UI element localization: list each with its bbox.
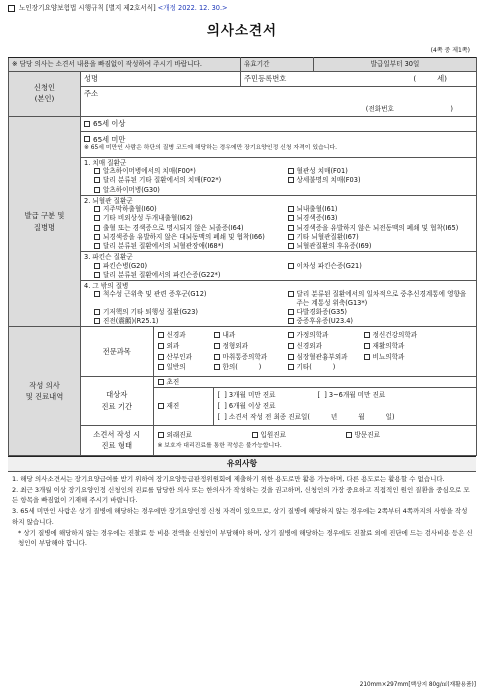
guide-item: 1. 해당 의사소견서는 장기요양급여를 받기 위하여 장기요양등급판정위원회에 제출하기 위한 용도로만 활용 가능하며, 다른 용도로는 활용할 수 없습니다. [12, 474, 445, 483]
disease-option[interactable] [94, 186, 280, 194]
disease-option[interactable] [94, 308, 280, 316]
law-reference [8, 3, 476, 13]
guide-section [8, 472, 476, 549]
checkbox[interactable] [214, 332, 220, 338]
checkbox[interactable] [214, 343, 220, 349]
disease-label: 달리 분류된 질환에서의 일차적으로 중추신경계통에 영향을 주는 계통성 위축(G13*) [296, 290, 467, 307]
disease-label: 알츠하이머병(G30) [103, 185, 160, 194]
checkbox[interactable] [94, 225, 100, 231]
specialty-text: 신경외과 [296, 341, 322, 350]
disease-option[interactable] [94, 233, 280, 241]
address-label: 주소 [84, 89, 99, 98]
checkbox[interactable] [94, 177, 100, 183]
checkbox[interactable] [288, 343, 294, 349]
form-option[interactable] [252, 431, 346, 439]
specialty-option[interactable] [288, 353, 364, 361]
disease-option[interactable] [288, 167, 474, 175]
checkbox[interactable] [94, 243, 100, 249]
disease-label: 척수성 근위축 및 관련 증후군(G12) [103, 290, 207, 299]
specialty-text: 산부인과 [166, 352, 192, 361]
disease-option[interactable] [288, 308, 474, 316]
checkbox[interactable] [94, 234, 100, 240]
period-option[interactable]: [ ] 3~6개월 미만 진료 [317, 391, 386, 400]
form-options [153, 425, 476, 455]
specialty-text: 재활의학과 [372, 341, 405, 350]
checkbox[interactable] [288, 291, 294, 297]
group-heading: 4. 그 밖의 질병 [84, 282, 129, 291]
group-heading: 3. 파킨슨 질환군 [84, 253, 133, 262]
checkbox[interactable] [252, 432, 258, 438]
square-icon [8, 5, 15, 12]
checkbox[interactable] [94, 206, 100, 212]
form-note: ※ 보호자 대리진료를 통한 작성은 불가능합니다. [157, 442, 282, 449]
checkbox[interactable] [288, 354, 294, 360]
specialty-text: 가정의학과 [296, 331, 329, 340]
checkbox[interactable] [158, 354, 164, 360]
disease-option[interactable] [288, 176, 474, 184]
specialty-option[interactable] [158, 363, 214, 371]
group-heading: 2. 뇌혈관 질환군 [84, 196, 133, 205]
disease-label: 기타 비외상성 두개내출혈(I62) [103, 214, 193, 223]
disease-label: 출혈 또는 경색증으로 명시되지 않은 뇌졸증(I64) [103, 223, 244, 232]
group-dementia [84, 159, 473, 194]
checkbox[interactable] [94, 309, 100, 315]
rrn-label: 주민등록번호 [244, 74, 287, 84]
instruction-text: ※ 담당 의사는 소견서 내용을 빠짐없이 작성하여 주시기 바랍니다. [12, 60, 202, 69]
group-cerebrovascular [84, 197, 473, 250]
checkbox[interactable] [288, 225, 294, 231]
specialty-option[interactable] [214, 363, 288, 371]
law-reference-text: 노인장기요양보험법 시행규칙 [별지 제2호서식] [19, 3, 156, 12]
disease-option[interactable] [288, 233, 474, 241]
checkbox[interactable] [288, 364, 294, 370]
checkbox[interactable] [364, 343, 370, 349]
specialty-option[interactable] [288, 342, 364, 350]
diagnosis-label: 발급 구분 및 질병명 [9, 117, 81, 327]
checkbox[interactable] [158, 343, 164, 349]
applicant-label: 신청인 (본인) [9, 72, 81, 117]
main-form-table [8, 57, 477, 456]
checkbox-revisit[interactable] [158, 403, 164, 409]
specialty-options [153, 327, 476, 376]
disease-option[interactable] [94, 224, 280, 232]
checkbox[interactable] [288, 234, 294, 240]
disease-label: 진전(震顫)(R25.1) [103, 316, 159, 325]
age-suffix: ( 세) [413, 74, 447, 84]
specialty-text: 신경과 [166, 331, 186, 340]
disease-option[interactable] [94, 290, 280, 306]
age-65-under-label: 65세 미만 [93, 134, 126, 144]
checkbox[interactable] [288, 332, 294, 338]
disease-label: 뇌혈관질환의 후유증(I69) [296, 242, 372, 251]
checkbox[interactable] [288, 318, 294, 324]
doctor-content [81, 327, 477, 456]
disease-option[interactable] [288, 224, 474, 232]
disease-option[interactable] [288, 242, 474, 250]
age-65-over-label: 65세 이상 [93, 119, 126, 128]
specialty-option[interactable] [214, 331, 288, 339]
disease-label: 뇌경색증을 유발하지 않은 뇌전동맥의 폐쇄 및 협착(I65) [296, 223, 459, 232]
disease-option[interactable] [288, 205, 474, 213]
disease-option[interactable] [288, 290, 474, 306]
group-heading: 1. 치매 질환군 [84, 159, 127, 167]
rrn-field[interactable] [241, 72, 477, 87]
checkbox-age-65-under[interactable] [84, 136, 90, 142]
checkbox[interactable] [158, 364, 164, 370]
disease-option[interactable] [94, 242, 280, 250]
specialty-option[interactable] [288, 331, 364, 339]
checkbox[interactable] [364, 332, 370, 338]
validity-label: 유효기간 [241, 58, 314, 72]
specialty-text: 내과 [222, 331, 236, 340]
specialty-option[interactable] [158, 331, 214, 339]
page-count: (4쪽 중 제1쪽) [430, 47, 470, 54]
specialty-text: 기타( ) [296, 363, 336, 372]
instruction-cell [9, 58, 241, 72]
guide-title: 유의사항 [8, 456, 476, 472]
disease-option[interactable] [288, 214, 474, 222]
specialty-option[interactable] [288, 363, 364, 371]
checkbox-age-65-over[interactable] [84, 121, 90, 127]
specialty-text: 정형외과 [222, 341, 248, 350]
disease-label: 혈관성 치매(F01) [296, 167, 348, 176]
specialty-option[interactable] [364, 353, 473, 361]
checkbox[interactable] [288, 206, 294, 212]
last-visit-date[interactable]: [ ] 소견서 작성 전 최종 진료일( 년 월 일) [217, 413, 395, 422]
disease-label: 달리 분류된 질환에서의 뇌혈관장애(I68*) [103, 242, 224, 251]
age-65-under-option[interactable] [84, 133, 473, 145]
checkbox[interactable] [364, 354, 370, 360]
revision-date: <개정 2022. 12. 30.> [157, 3, 228, 12]
specialty-label: 전문과목 [81, 327, 153, 376]
disease-option[interactable] [94, 205, 280, 213]
disease-label: 상세불명의 치매(F03) [296, 176, 361, 185]
address-field[interactable] [81, 87, 477, 117]
disease-option[interactable] [94, 262, 280, 270]
checkbox[interactable] [94, 187, 100, 193]
specialty-text: 한의( ) [222, 363, 262, 372]
disease-label: 달리 분류된 질환에서의 파킨슨증(G22*) [103, 270, 221, 279]
period-option[interactable]: [ ] 6개월 이상 진료 [217, 402, 276, 411]
disease-option[interactable] [94, 214, 280, 222]
guide-item: 2. 최근 3개월 이상 장기요양인정 신청인의 진료를 담당한 의사 또는 한의사가 작성하는 것을 권고하며, 신청인의 가장 중요하고 직접적인 원인 질환을 중심으로 모든 항목을 빠짐없이 기재해 주시기 바랍니다. [12, 485, 470, 505]
first-visit-label: 초진 [166, 377, 180, 386]
disease-label: 달리 분류된 기타 질환에서의 치매(F02*) [103, 176, 222, 185]
disease-option[interactable] [94, 167, 280, 175]
form-option[interactable] [158, 431, 252, 439]
specialty-option[interactable] [364, 342, 473, 350]
checkbox[interactable] [94, 263, 100, 269]
checkbox[interactable] [94, 168, 100, 174]
checkbox[interactable] [288, 177, 294, 183]
specialty-text: 심장혈관흉부외과 [296, 352, 348, 361]
specialty-option[interactable] [214, 342, 288, 350]
form-label: 소견서 작성 시 진료 형태 [81, 425, 153, 455]
phone-label: (전화번호 ) [365, 105, 453, 114]
name-field[interactable] [81, 72, 241, 87]
disease-label: 알츠하이머병에서의 치매(F00*) [103, 167, 196, 176]
checkbox[interactable] [158, 332, 164, 338]
checkbox[interactable] [288, 243, 294, 249]
disease-option[interactable] [94, 176, 280, 184]
disease-option[interactable] [94, 317, 280, 325]
form-option[interactable] [346, 431, 380, 439]
group-other [84, 282, 473, 326]
checkbox[interactable] [94, 291, 100, 297]
specialty-option[interactable] [364, 331, 473, 339]
paper-spec: 210mm×297mm[백상지 80g/㎡(재활용품)] [359, 681, 476, 688]
specialty-option[interactable] [158, 353, 214, 361]
specialty-text: 정신건강의학과 [372, 331, 418, 340]
form-text: 입원진료 [260, 430, 286, 439]
specialty-text: 비뇨의학과 [372, 352, 405, 361]
period-option[interactable]: [ ] 3개월 미만 진료 [217, 391, 276, 400]
checkbox-first-visit[interactable] [158, 379, 164, 385]
specialty-option[interactable] [158, 342, 214, 350]
disease-label: 뇌경색증을 유발하지 않은 대뇌동맥의 폐쇄 및 협착(I66) [103, 232, 265, 241]
disease-option[interactable] [288, 317, 474, 325]
disease-label: 기타 뇌혈관질환(I67) [296, 232, 359, 241]
disease-label: 중증후유증(U23.4) [296, 316, 354, 325]
disease-label: 지주막하출혈(I60) [103, 205, 157, 214]
guide-item: * 상기 질병에 해당하지 않는 경우에는 진찰료 등 비용 전액을 신청인이 부담해야 하며, 상기 질병에 해당하는 경우에도 진찰료 외에 진단에 드는 검사비용 등은 신청인이 부담해야 합니다. [18, 528, 473, 548]
disease-label: 이차성 파킨슨증(G21) [296, 261, 362, 270]
form-text: 외래진료 [166, 430, 192, 439]
disease-option[interactable] [94, 271, 280, 279]
first-visit-option[interactable] [154, 377, 477, 388]
checkbox[interactable] [94, 318, 100, 324]
checkbox[interactable] [94, 272, 100, 278]
checkbox[interactable] [158, 432, 164, 438]
checkbox[interactable] [288, 215, 294, 221]
revisit-label: 재진 [166, 402, 180, 411]
validity-value: 발급일부터 30일 [314, 58, 477, 72]
checkbox[interactable] [94, 215, 100, 221]
revisit-details [214, 388, 477, 425]
period-label: 대상자 진료 기간 [81, 376, 153, 425]
doctor-table [81, 327, 476, 455]
age-65-over-option[interactable] [84, 117, 473, 130]
guide-item: 3. 65세 미만인 사람은 상기 질병에 해당하는 경우에만 장기요양인정 신청 자격이 있으므로, 상기 질병에 해당하지 않는 경우에는 2쪽부터 4쪽까지의 사항을 작성하지 않습니다. [12, 507, 468, 526]
form-title: 의사소견서 [206, 23, 278, 39]
disease-label: 파킨슨병(G20) [103, 261, 148, 270]
disease-label: 뇌내출혈(I61) [296, 205, 338, 214]
diagnosis-content [81, 117, 477, 327]
checkbox[interactable] [288, 168, 294, 174]
checkbox[interactable] [288, 263, 294, 269]
checkbox[interactable] [346, 432, 352, 438]
specialty-text: 마취통증의학과 [222, 352, 268, 361]
period-options [153, 376, 476, 425]
checkbox[interactable] [214, 364, 220, 370]
doctor-label: 작성 의사 및 진료내역 [9, 327, 81, 456]
revisit-option[interactable] [154, 388, 214, 425]
checkbox[interactable] [214, 354, 220, 360]
name-label: 성명 [84, 74, 99, 84]
checkbox[interactable] [288, 309, 294, 315]
form-text: 방문진료 [354, 430, 380, 439]
specialty-text: 외과 [166, 341, 180, 350]
disease-option[interactable] [288, 262, 474, 270]
specialty-option[interactable] [214, 353, 288, 361]
specialty-text: 일반의 [166, 363, 186, 372]
disease-label: 다발경화증(G35) [296, 307, 347, 316]
under65-note: ※ 65세 미만인 사람은 하단의 질병 코드에 해당하는 경우에만 장기요양인정 신청 자격이 있습니다. [84, 145, 338, 151]
group-parkinson [84, 253, 473, 279]
disease-label: 뇌경색증(I63) [296, 214, 338, 223]
disease-label: 기저핵의 기타 퇴행성 질환(G23) [103, 307, 198, 316]
